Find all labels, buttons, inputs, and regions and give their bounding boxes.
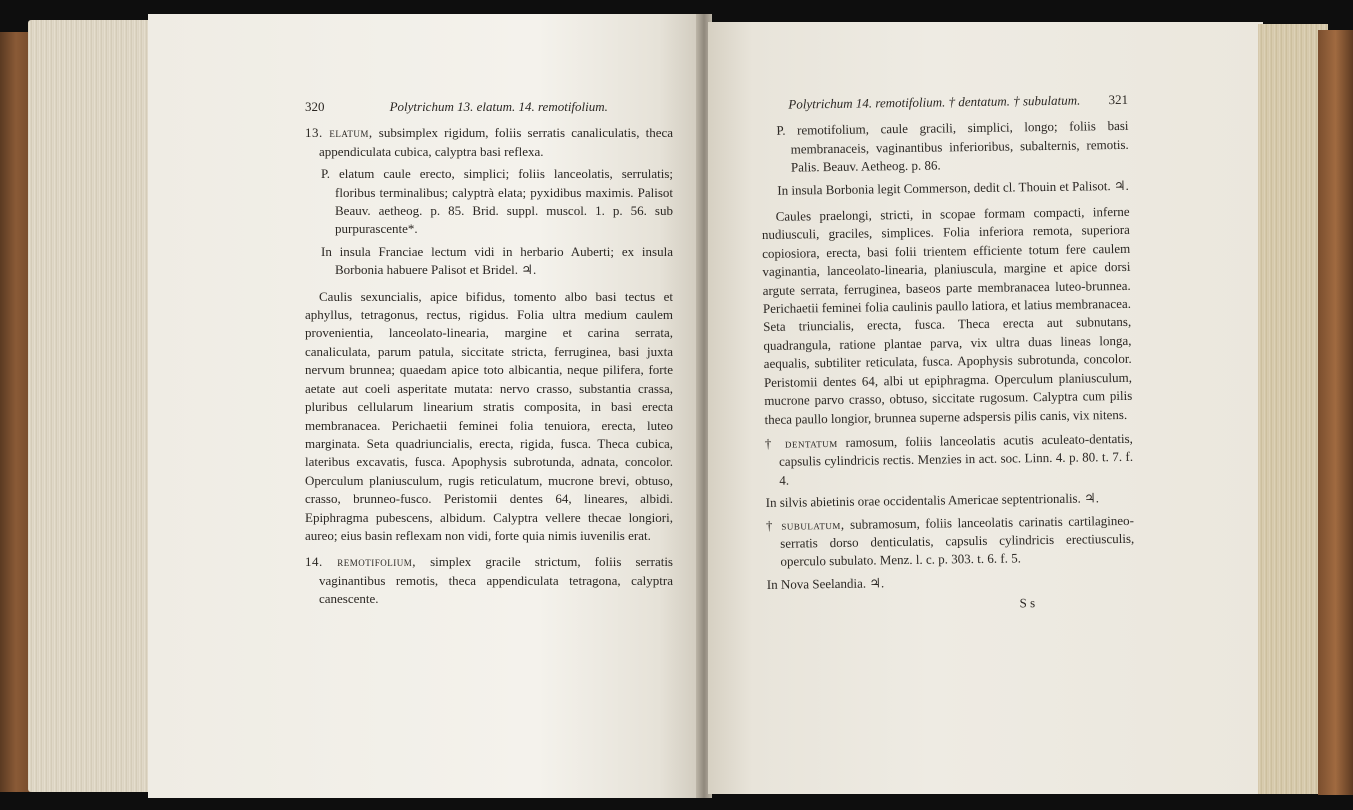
entry-dentatum-habitat: In silvis abietinis orae occidentalis Americae septentrionalis. ♃. <box>765 490 1100 511</box>
entry-14-diagnosis: simplex gracile strictum, foliis serratis vaginantibus remotis, theca appendiculata tetragona, calyptra canescente. <box>319 554 673 607</box>
entry-13-habitat: In insula Franciae lectum vidi in herbario Auberti; ex insula Borbonia habuere Palisot et Bridel. ♃. <box>321 243 673 278</box>
entry-14 <box>305 553 673 608</box>
right-running-head <box>760 91 1128 115</box>
entry-subulatum-habitat: In Nova Seelandia. ♃. <box>766 575 885 592</box>
signature-mark: S s <box>1019 595 1036 611</box>
page-edges-left <box>28 20 153 792</box>
entry-13 <box>305 124 673 161</box>
entry-subulatum-diagnosis: subramosum, foliis lanceolatis carinatis cartilagineo-serratis dorso denticulatis, capsulis cylindricis erectiusculis, operculo subulato. Menz. l. c. p. 303. t. 6. f. 5. <box>780 512 1135 570</box>
entry-14-synonym: P. remotifolium, caule gracili, simplici, longo; foliis basi membranaceis, vaginantibus inferioribus, subalternis, remotis. Palis. Beauv. Aetheog. p. 86. <box>776 118 1129 175</box>
entry-14-description: Caules praelongi, stricti, in scopae formam compacti, inferne nudiusculi, graciles, simplices. Folia inferiora remota, superiora copiosiora, erecta, basi folii trientem efficiente totum fere caulem vaginantia, lanceolato-linearia, planiuscula, margine et apice dorsi argute serrata, ferruginea, baseos parte membranacea luteo-brunnea. Perichaetii feminei folia caulinis paullo latiora, et latius membranacea. Seta triuncialis, erecta, fusca. Theca erecta aut subnutans, quadrangula, ratione plantae parva, vix ultra duas lineas longa, aequalis, subtiliter reticulata, fusca. Apophysis subrotunda, concolor. Peristomii dentes 64, albi ut epiphragma. Operculum planiusculum, mucrone parvo crasso, obtuso, siccitate rugosum. Calyptra cum pilis theca paullo longior, brunnea superne adspersis pilis canis, vix nitens. <box>761 203 1133 427</box>
left-page-number: 320 <box>305 99 325 114</box>
entry-dentatum-name: † dentatum <box>764 434 838 451</box>
right-page-text <box>760 91 1135 621</box>
left-running-head <box>305 98 673 116</box>
left-head-title: Polytrichum 13. elatum. 14. remotifolium. <box>389 99 608 114</box>
entry-14-name: 14. remotifolium, <box>305 554 417 570</box>
entry-dentatum <box>765 430 1134 490</box>
entry-14-habitat: In insula Borbonia legit Commerson, dedit cl. Thouin et Palisot. ♃. <box>777 177 1129 198</box>
book-cover-right <box>1318 30 1353 795</box>
entry-dentatum-diagnosis: ramosum, foliis lanceolatis acutis aculeato-dentatis, capsulis cylindricis rectis. Menzies in act. soc. Linn. 4. p. 80. t. 7. f. 4. <box>779 430 1134 488</box>
right-page-number: 321 <box>1108 91 1129 108</box>
entry-13-name: 13. elatum, <box>305 125 373 141</box>
right-head-title: Polytrichum 14. remotifolium. † dentatum. † subulatum. <box>788 92 1081 112</box>
left-page-text <box>305 98 673 613</box>
entry-subulatum-name: † subulatum, <box>765 516 845 533</box>
entry-subulatum <box>766 511 1135 571</box>
entry-13-diagnosis: subsimplex rigidum, foliis serratis canaliculatis, theca appendiculata cubica, calyptra basi reflexa. <box>319 125 673 159</box>
entry-13-description: Caulis sexuncialis, apice bifidus, tomento albo basi tectus et aphyllus, tetragonus, rectus, rigidus. Folia ultra medium caulem provenientia, lanceolato-linearia, margine et carina serrata, canaliculata, parum patula, siccitate stricta, ferruginea, basi juxta nervum brunnea; quaedam apice toto albicantia, neque pilifera, forte aetate aut coeli asperitate mutata: nervo crasso, substantia crassa, pluribus cellularum linearium stratis composita, in basi erecta membranacea. Perichaetii feminei folia tenuiora, erecta, luteo marginata. Seta quadriuncialis, erecta, rigida, fusca. Theca cubica, lateribus excavatis, fusca. Apophysis subrotunda, adnata, concolor. Operculum planiusculum, rugis reticulatum, mucrone brevi, obtuso, crasso, brunneo-fusco. Peristomii dentes 64, lineares, albidi. Epiphragma pubescens, albidum. Calyptra vellere thecae longiori, aureo; eius basin reflexam non vidi, forte quia nimis iuvenilis erat. <box>305 288 673 543</box>
entry-13-synonym: P. elatum caule erecto, simplici; foliis lanceolatis, serrulatis; floribus terminalibus; calyptrà elata; pyxidibus maximis. Palisot Beauv. aetheog. p. 85. Brid. suppl. muscol. 1. p. 56. sub purpurascente*. <box>321 166 673 237</box>
